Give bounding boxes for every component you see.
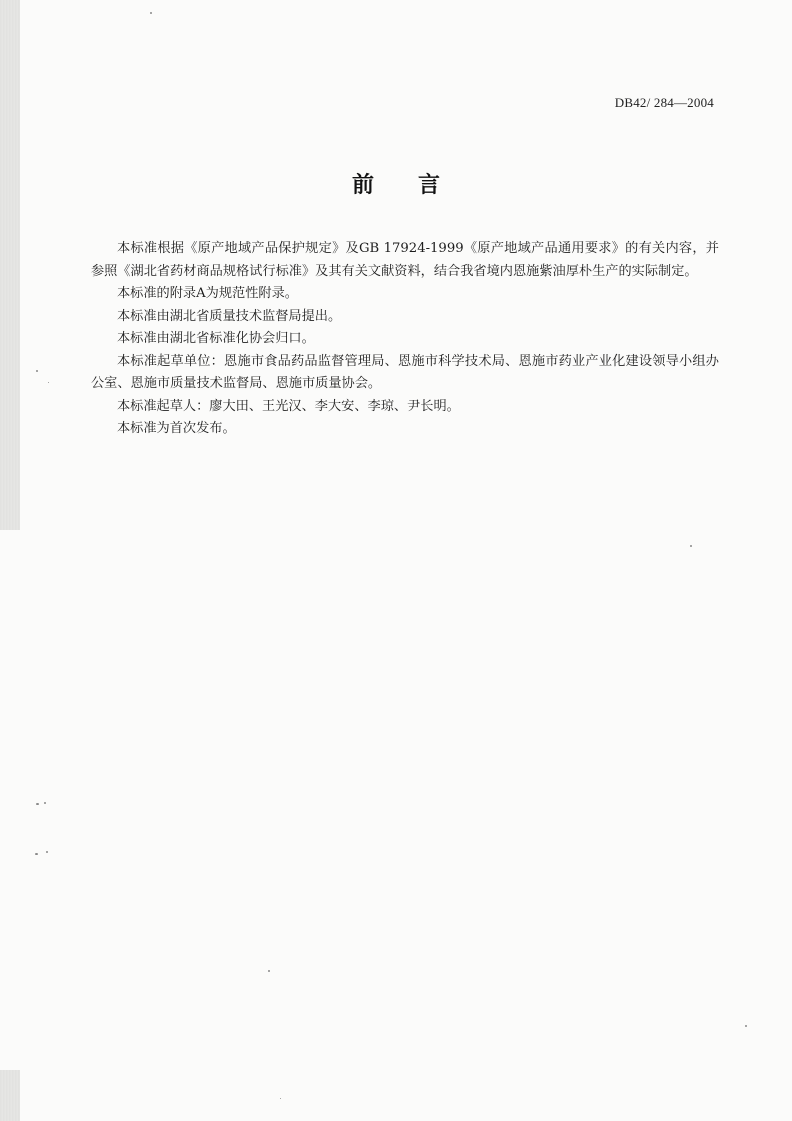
scan-speck — [150, 12, 152, 14]
paragraph-appendix: 本标准的附录A为规范性附录。 — [117, 286, 298, 301]
paragraph-drafters: 本标准起草人：廖大田、王光汉、李大安、李琼、尹长明。 — [117, 398, 460, 414]
scan-speck — [35, 853, 38, 855]
document-code: DB42/ 284—2004 — [614, 95, 714, 110]
page-title: 前言 — [351, 172, 484, 198]
paragraph-proposer: 本标准由湖北省质量技术监督局提出。 — [117, 308, 342, 324]
scan-speck — [36, 803, 39, 805]
scan-speck — [268, 970, 270, 972]
scan-speck — [690, 545, 692, 547]
paragraph-drafting-units: 本标准起草单位：恩施市食品药品监督管理局、恩施市科学技术局、恩施市药业产业化建设领导小组办公室、恩施市质量技术监督局、恩施市质量协会。 — [91, 353, 719, 391]
scan-speck — [46, 851, 48, 853]
scan-speck — [48, 382, 49, 383]
scan-speck — [36, 370, 38, 372]
scan-edge-top — [0, 0, 20, 530]
foreword-body — [91, 238, 719, 441]
scan-edge-bottom — [0, 1070, 20, 1121]
scan-speck — [280, 1098, 281, 1099]
scan-speck — [745, 1025, 747, 1027]
paragraph-administrator: 本标准由湖北省标准化协会归口。 — [117, 331, 315, 346]
paragraph-basis: 本标准根据《原产地域产品保护规定》及GB 17924-1999《原产地域产品通用要求》的有关内容，并参照《湖北省药材商品规格试行标准》及其有关文献资料，结合我省境内恩施紫油厚朴生产的实际制定。 — [91, 241, 719, 279]
paragraph-first-release: 本标准为首次发布。 — [117, 421, 236, 436]
scan-speck — [44, 802, 46, 804]
